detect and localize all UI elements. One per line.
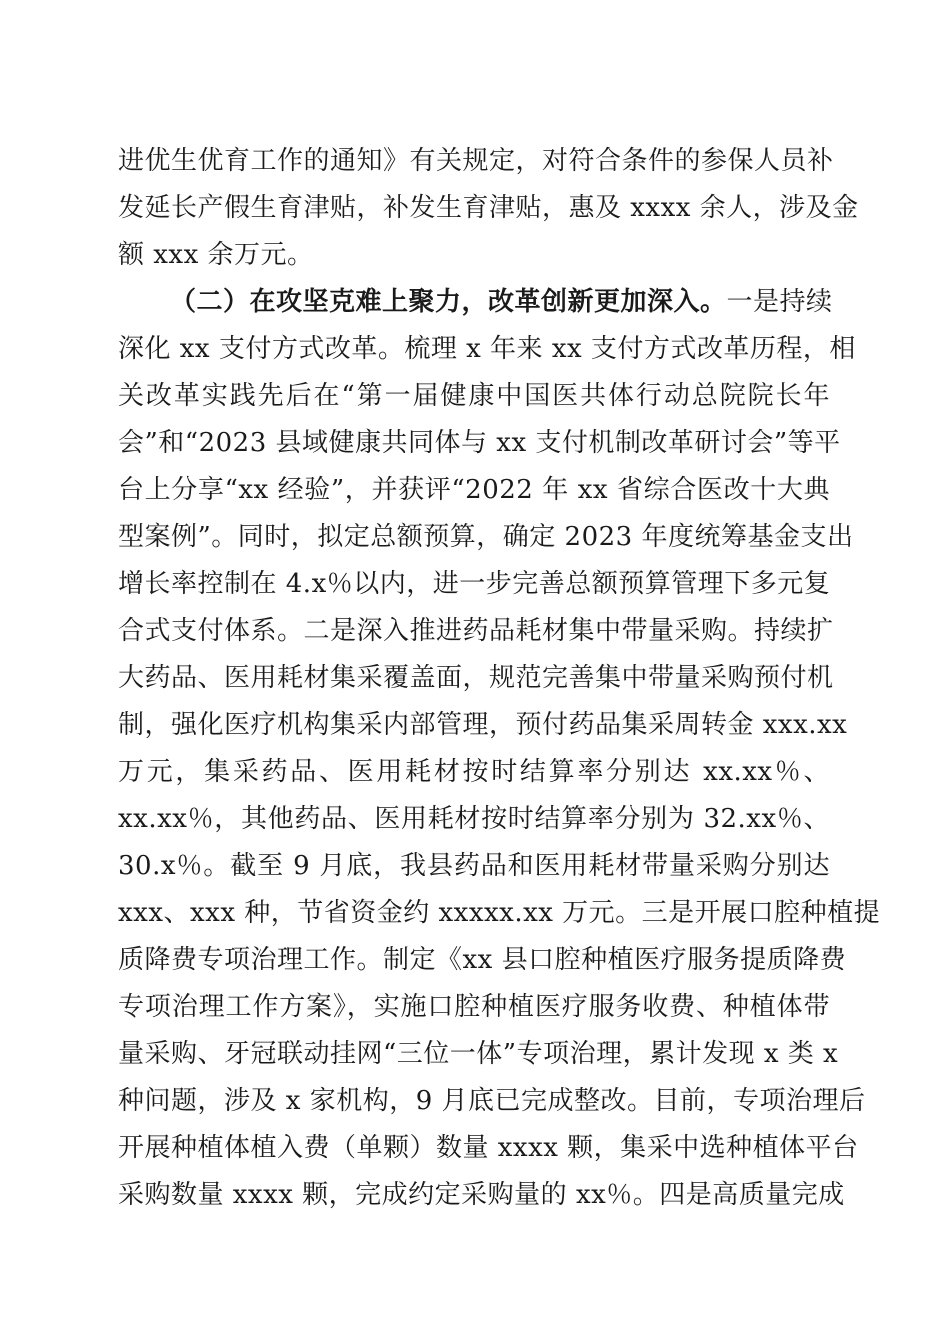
text-line-18: 质降费专项治理工作。制定《xx 县口腔种植医疗服务提质降费 <box>118 945 847 975</box>
text-line-11: 合式支付体系。二是深入推进药品耗材集中带量采购。持续扩 <box>118 616 834 646</box>
text-line-5: 深化 xx 支付方式改革。梳理 x 年来 xx 支付方式改革历程，相 <box>118 334 856 364</box>
text-line-8: 台上分享“xx 经验”，并获评“2022 年 xx 省综合医改十大典 <box>118 475 830 505</box>
text-line-19: 专项治理工作方案》，实施口腔种植医疗服务收费、种植体带 <box>118 992 830 1022</box>
text-line-2: 发延长产假生育津贴，补发生育津贴，惠及 xxxx 余人，涉及金 <box>118 193 859 223</box>
text-line-23: 采购数量 xxxx 颗，完成约定采购量的 xx％。四是高质量完成 <box>118 1180 845 1210</box>
text-line-6: 关改革实践先后在“第一届健康中国医共体行动总院院长年 <box>118 381 830 411</box>
section-heading: （二）在攻坚克难上聚力，改革创新更加深入。 <box>170 287 727 317</box>
text-line-17: xxx、xxx 种，节省资金约 xxxxx.xx 万元。三是开展口腔种植提 <box>118 898 881 928</box>
section-heading-line <box>170 283 833 321</box>
text-line-13: 制，强化医疗机构集采内部管理，预付药品集采周转金 xxx.xx <box>118 710 848 740</box>
text-line-20: 量采购、牙冠联动挂网“三位一体”专项治理，累计发现 x 类 x <box>118 1039 839 1069</box>
text-line-22: 开展种植体植入费（单颗）数量 xxxx 颗，集采中选种植体平台 <box>118 1133 859 1163</box>
text-line-10: 增长率控制在 4.x％以内，进一步完善总额预算管理下多元复 <box>118 569 831 599</box>
text-line-21: 种问题，涉及 x 家机构，9 月底已完成整改。目前，专项治理后 <box>118 1086 866 1116</box>
section-heading-tail: 一是持续 <box>726 287 833 317</box>
text-line-16: 30.x％。截至 9 月底，我县药品和医用耗材带量采购分别达 <box>118 851 830 881</box>
text-line-9: 型案例”。同时，拟定总额预算，确定 2023 年度统筹基金支出 <box>118 522 854 552</box>
text-line-15: xx.xx％，其他药品、医用耗材按时结算率分别为 32.xx％、 <box>118 804 830 834</box>
text-line-3: 额 xxx 余万元。 <box>118 240 314 270</box>
text-line-7: 会”和“2023 县域健康共同体与 xx 支付机制改革研讨会”等平 <box>118 428 841 458</box>
text-line-12: 大药品、医用耗材集采覆盖面，规范完善集中带量采购预付机 <box>118 663 834 693</box>
text-line-1: 进优生优育工作的通知》有关规定，对符合条件的参保人员补 <box>118 146 834 176</box>
text-line-14: 万元，集采药品、医用耗材按时结算率分别达 xx.xx％、 <box>118 757 830 787</box>
